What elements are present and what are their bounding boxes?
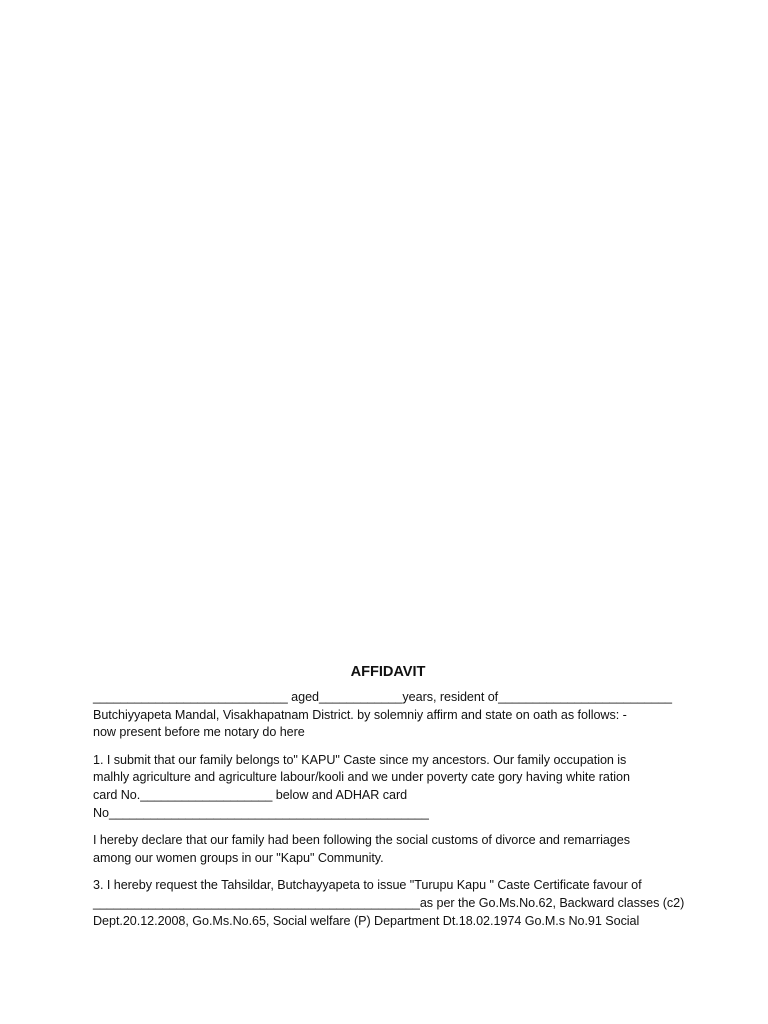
document-title: AFFIDAVIT: [350, 664, 426, 680]
para1-line-1: 1. I submit that our family belongs to" KAPU" Caste since my ancestors. Our family occupation is: [93, 752, 627, 767]
para1-line-3: card No.___________________ below and ADHAR card: [93, 787, 408, 802]
intro-line-1: ____________________________ aged____________years, resident of_________________________: [93, 690, 672, 704]
paragraph-1: [93, 752, 673, 822]
para1-line-4: No______________________________________________: [93, 805, 429, 820]
paragraph-2: [93, 832, 673, 867]
intro-line-2: Butchiyyapeta Mandal, Visakhapatnam District. by solemniy affirm and state on oath as follows: -: [93, 707, 627, 722]
affidavit-body: [93, 662, 685, 940]
para2-line-1: I hereby declare that our family had been following the social customs of divorce and remarriages: [93, 833, 630, 848]
para3-line-3: Dept.20.12.2008, Go.Ms.No.65, Social welfare (P) Department Dt.18.02.1974 Go.M.s No.91 Social: [93, 913, 640, 928]
para3-line-1: 3. I hereby request the Tahsildar, Butchayyapeta to issue "Turupu Kapu " Caste Certificate favour of: [93, 878, 642, 893]
para1-line-2: malhly agriculture and agriculture labour/kooli and we under poverty cate gory having white ration: [93, 770, 630, 785]
paragraph-3: [93, 877, 685, 930]
intro-line-3: now present before me notary do here: [93, 725, 305, 740]
para2-line-2: among our women groups in our "Kapu" Community.: [93, 850, 384, 865]
para3-line-2: _______________________________________________as per the Go.Ms.No.62, Backward classes (c2): [93, 895, 685, 910]
intro-paragraph: [93, 689, 673, 742]
